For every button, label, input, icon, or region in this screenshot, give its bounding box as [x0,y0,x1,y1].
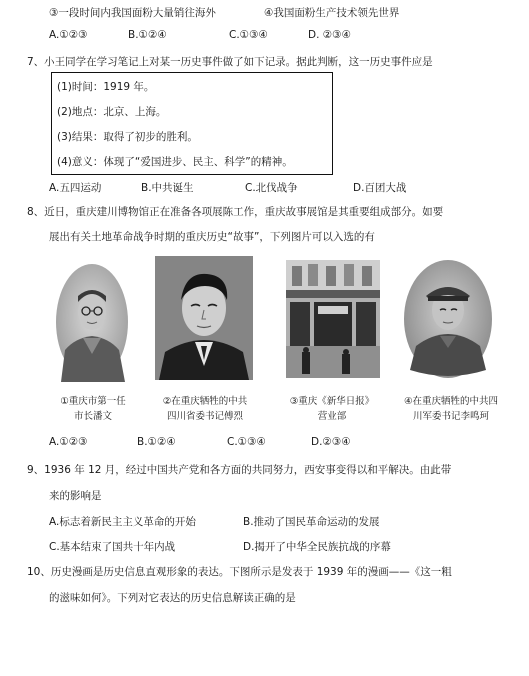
q7-choice-c: C.北伐战争 [245,182,298,194]
caption-1-line1: ①重庆市第一任 [60,396,126,407]
caption-photo-4 [396,394,506,424]
q8-choice-d: D.②③④ [311,436,351,448]
q9-choice-d: D.揭开了中华全民族抗战的序幕 [243,541,391,553]
option-item-3: ③一段时间内我国面粉大量销往海外 [49,7,216,19]
q7-record-box [51,72,333,175]
caption-1-line2: 市长潘文 [73,411,112,422]
q7-choice-a: A.五四运动 [49,182,102,194]
q10-stem-line1: 10、历史漫画是历史信息直观形象的表达。下图所示是发表于 1939 年的漫画——《这一粗 [27,566,452,578]
option-item-4: ④我国面粉生产技术领先世界 [264,7,400,19]
caption-2-line1: ②在重庆牺牲的中共 [162,396,248,407]
prev-choice-c: C.①③④ [229,29,268,41]
caption-4-line2: 川军委书记李鸣珂 [412,411,489,422]
q8-choice-b: B.①②④ [137,436,176,448]
caption-photo-3 [280,394,384,424]
caption-3-line2: 营业部 [317,411,347,422]
prev-choice-a: A.①②③ [49,29,88,41]
q7-record-meaning: (4)意义：体现了“爱国进步、民主、科学”的精神。 [57,156,293,168]
photo-mayor-pan-wen [55,262,130,382]
q9-choice-b: B.推动了国民革命运动的发展 [243,516,380,528]
caption-3-line1: ③重庆《新华日报》 [289,396,375,407]
q7-record-result: (3)结果：取得了初步的胜利。 [57,131,198,143]
q9-stem-line2: 来的影响是 [49,490,102,502]
q8-choice-c: C.①③④ [227,436,266,448]
q9-choice-a: A.标志着新民主主义革命的开始 [49,516,196,528]
caption-2-line2: 四川省委书记傅烈 [166,411,243,422]
prev-choice-b: B.①②④ [128,29,167,41]
photo-xinhua-daily-office [286,260,380,378]
q8-stem-line1: 8、近日，重庆建川博物馆正在准备各项展陈工作，重庆故事展馆是其重要组成部分。如要 [27,206,444,218]
photo-li-mingke [402,258,494,380]
q7-record-place: (2)地点：北京、上海。 [57,106,167,118]
q8-stem-line2: 展出有关土地革命战争时期的重庆历史“故事”，下列图片可以入选的有 [49,231,375,243]
q7-record-time: (1)时间：1919 年。 [57,81,155,93]
q7-stem: 7、小王同学在学习笔记上对某一历史事件做了如下记录。据此判断，这一历史事件应是 [27,56,433,68]
q8-choice-a: A.①②③ [49,436,88,448]
q10-stem-line2: 的滋味如何》。下列对它表达的历史信息解读正确的是 [49,592,296,604]
prev-choice-d: D. ②③④ [308,29,351,41]
q7-choice-b: B.中共诞生 [141,182,194,194]
q9-stem-line1: 9、1936 年 12 月，经过中国共产党和各方面的共同努力，西安事变得以和平解决。由此带 [27,464,452,476]
caption-photo-1 [50,394,136,424]
caption-photo-2 [150,394,260,424]
caption-4-line1: ④在重庆牺牲的中共四 [403,396,499,407]
q7-choice-d: D.百团大战 [353,182,407,194]
q9-choice-c: C.基本结束了国共十年内战 [49,541,176,553]
photo-fu-lie [155,256,253,380]
